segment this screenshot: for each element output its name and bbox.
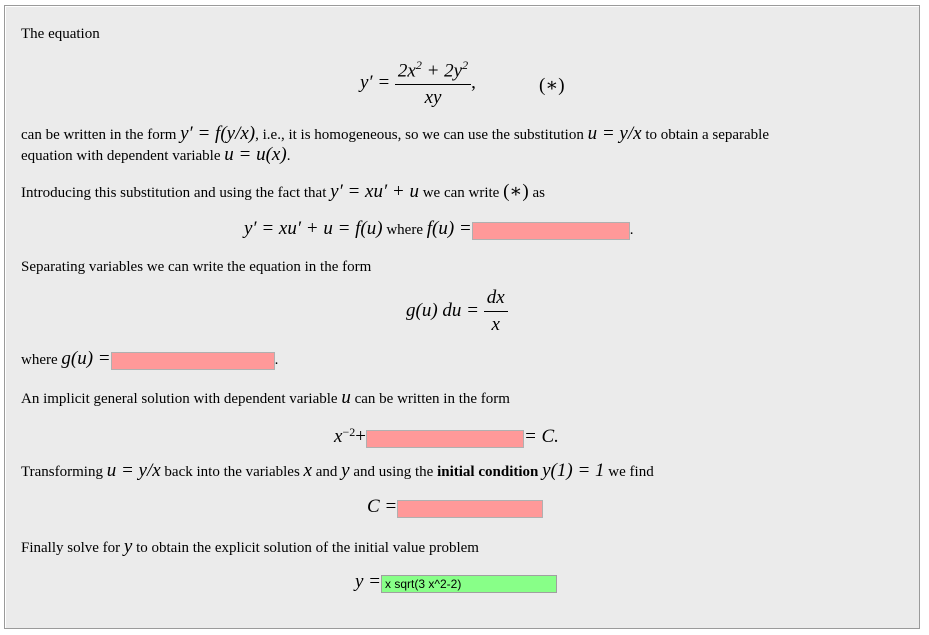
constant-c-input[interactable] bbox=[397, 500, 543, 518]
equation-5: $x^{-2}+ = C$. bbox=[334, 425, 559, 447]
paragraph-3: Separating variables we can write the equation in the form bbox=[21, 259, 372, 275]
main-equation-lhs: y′ = bbox=[360, 72, 391, 94]
implicit-solution-input[interactable] bbox=[366, 430, 524, 448]
paragraph-2: Introducing this substitution and using the fact that y′ = xu′ + u we can write (∗) as bbox=[21, 181, 545, 202]
paragraph-6: Transforming u = y/x back into the variables x and y and using the initial condition y(1) = 1 we find bbox=[21, 460, 654, 481]
paragraph-4: where g(u) = . bbox=[21, 348, 279, 369]
main-equation-fraction: $\frac{2x^2 + 2y^2}{xy}$ bbox=[395, 58, 471, 109]
equation-6: C = bbox=[367, 497, 543, 518]
intro-text: The equation bbox=[21, 26, 100, 42]
main-equation: y′ = $\frac{2x^2 + 2y^2}{xy}$ , bbox=[360, 58, 476, 109]
equation-7: y = x sqrt(3 x^2-2) bbox=[355, 572, 557, 593]
paragraph-7: Finally solve for y to obtain the explicit solution of the initial value problem bbox=[21, 536, 479, 557]
equation-3-fraction: $\frac{dx}{x}$ bbox=[484, 287, 508, 336]
equation-3: g(u) du = $\frac{dx}{x}$ bbox=[406, 287, 508, 336]
equation-label: (∗) bbox=[539, 75, 565, 96]
paragraph-1-line-2: equation with dependent variable u = u(x). bbox=[21, 144, 291, 165]
gu-answer-input[interactable] bbox=[111, 352, 275, 370]
paragraph-5: An implicit general solution with dependent variable u can be written in the form bbox=[21, 387, 510, 408]
explicit-solution-input[interactable]: x sqrt(3 x^2-2) bbox=[381, 575, 557, 593]
paragraph-1: can be written in the form y′ = f(y/x), i.e., it is homogeneous, so we can use the substitution u = y/x to obtain a separable bbox=[21, 123, 770, 144]
fu-answer-input[interactable] bbox=[472, 222, 630, 240]
equation-2: y′ = xu′ + u = f(u) where f(u) = . bbox=[244, 218, 634, 239]
problem-panel bbox=[4, 5, 920, 629]
